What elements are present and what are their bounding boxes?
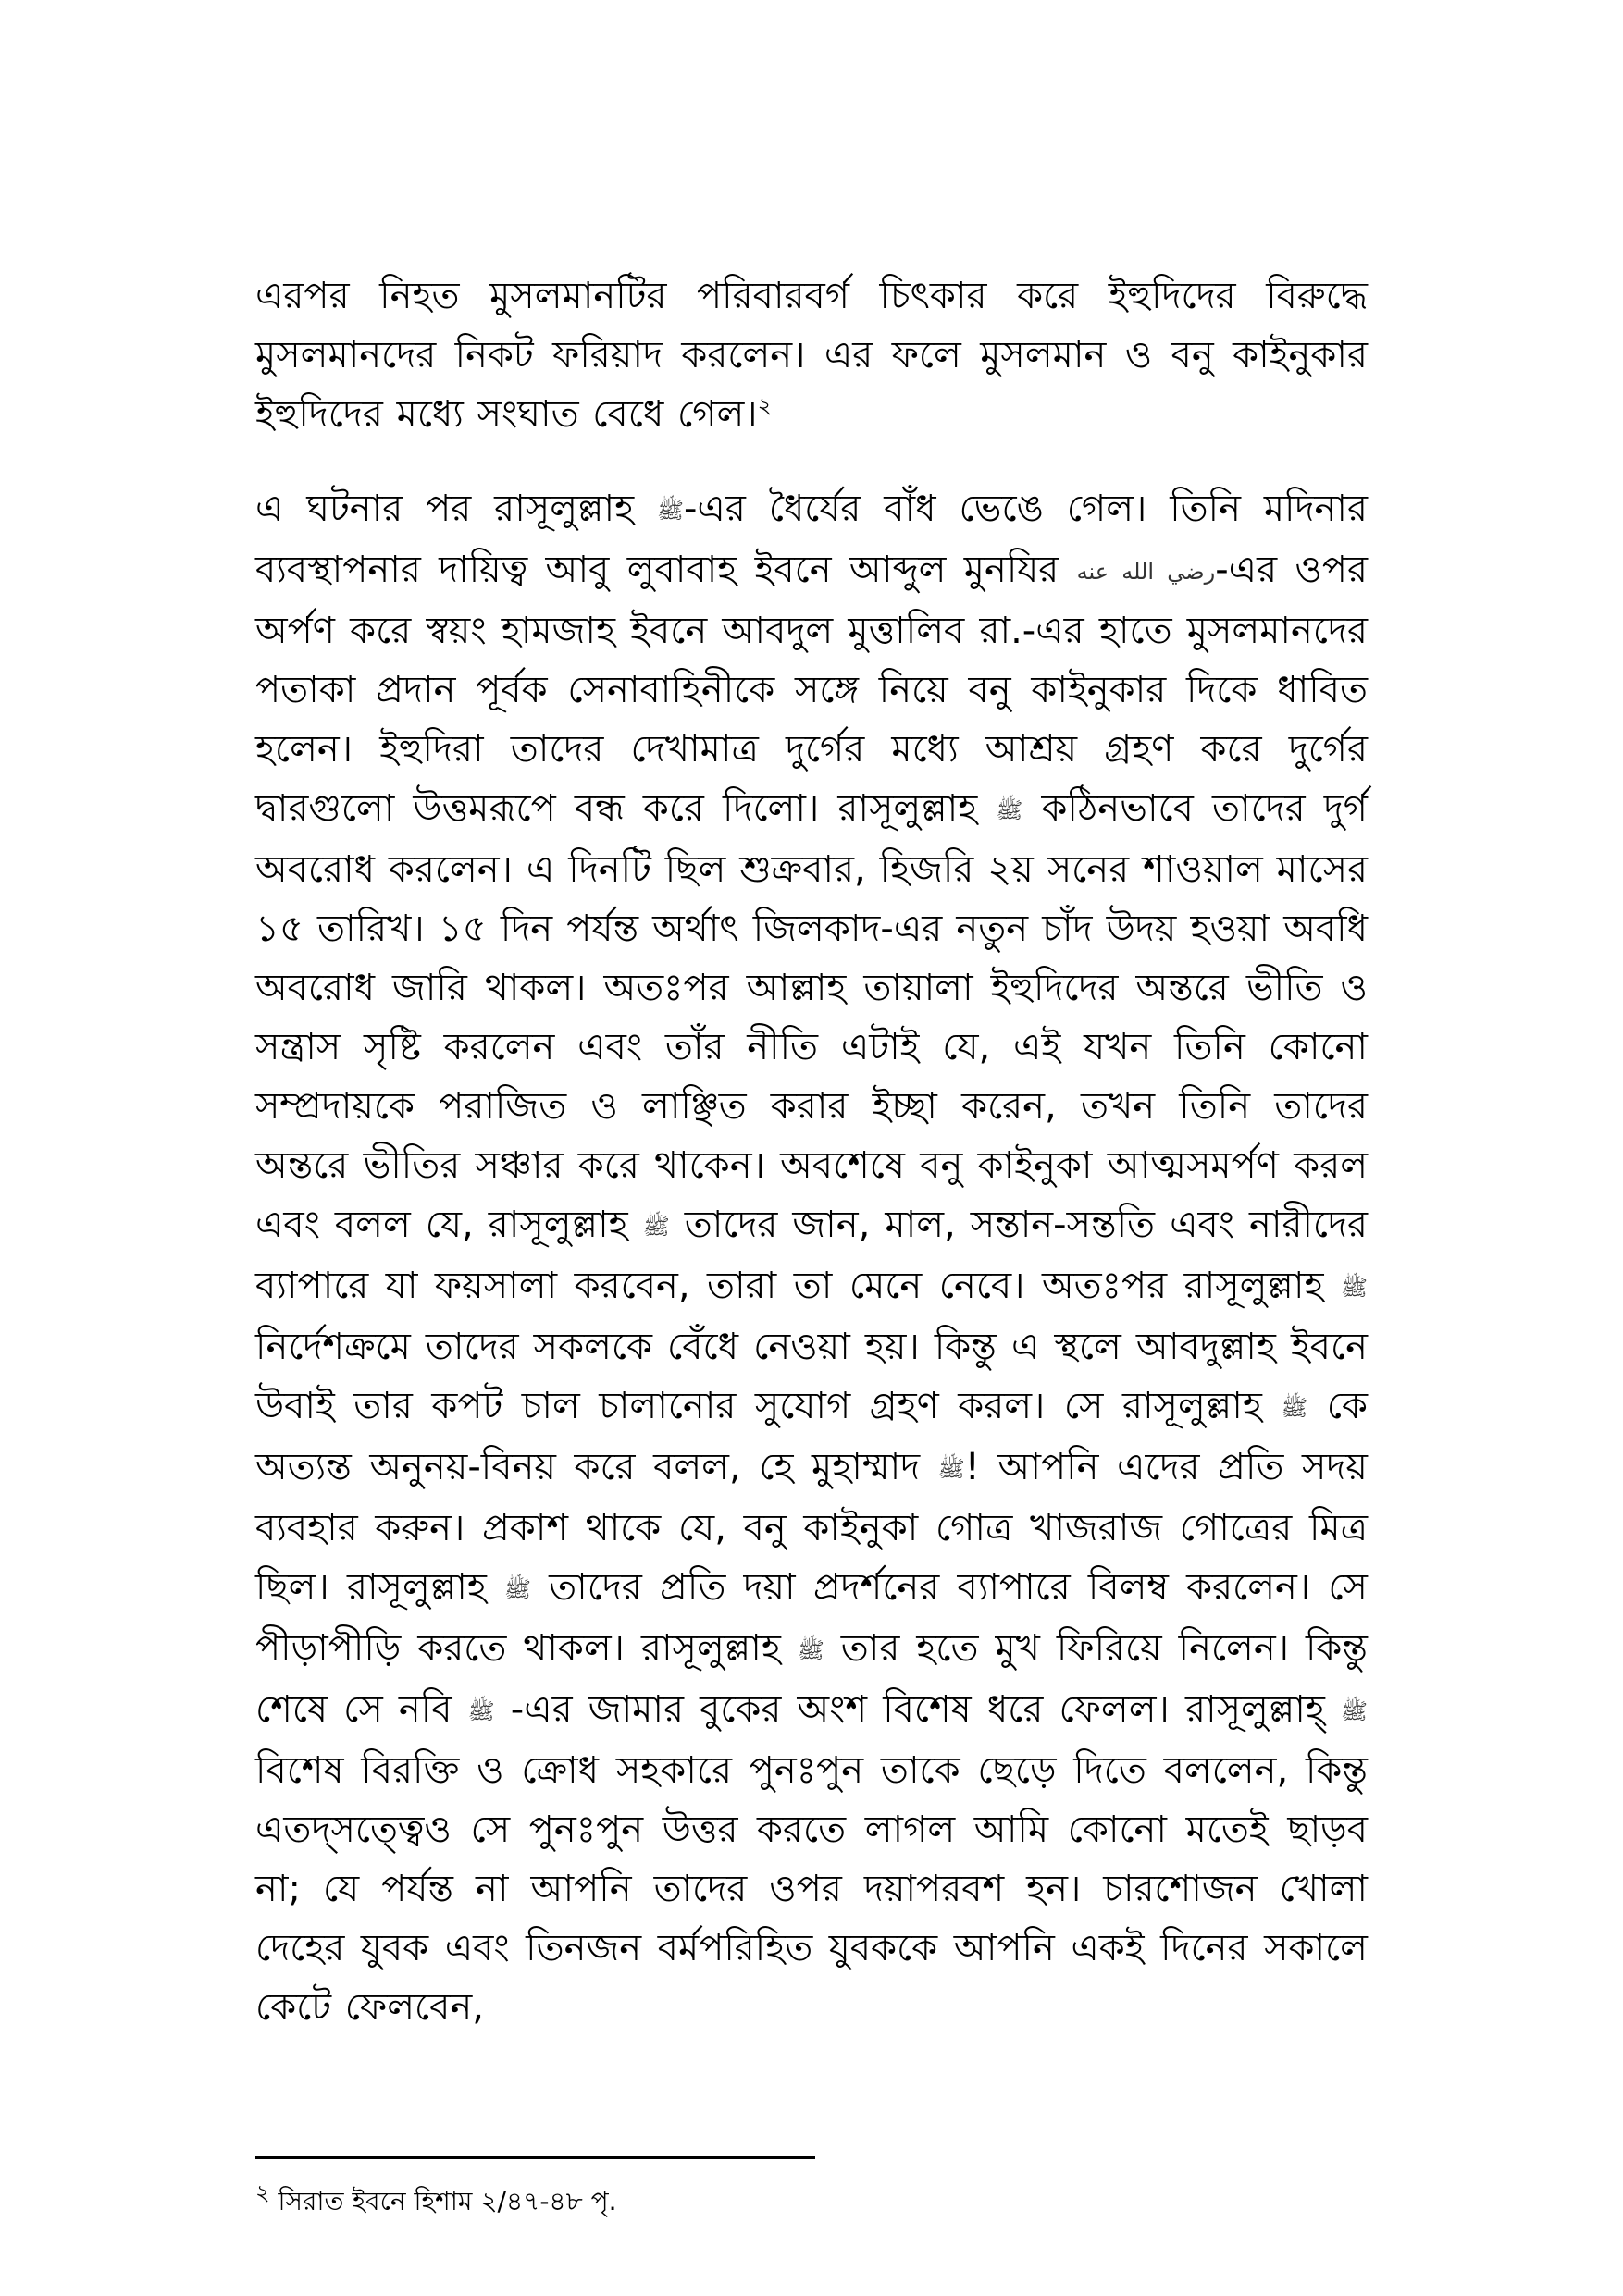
paragraph-text: বিশেষ বিরক্তি ও ক্রোধ সহকারে পুনঃপুন তাকে ছেড়ে দিতে বললেন, কিন্তু এতদ্‌সত্ত্বেও সে পুনঃপুন উত্তর করতে লাগল আমি কোনো মতেই ছাড়ব না; যে পর্যন্ত না আপনি তাদের ওপর দয়াপরবশ হন। চারশোজন খোলা দেহের যুবক এবং তিনজন বর্মপরিহিত যুবককে আপনি একই দিনের সকালে কেটে ফেলবেন, — [255, 1749, 1368, 2029]
salutation-seal-icon: ﷺ — [1341, 1698, 1368, 1724]
footnote-divider — [255, 2156, 815, 2159]
paragraph-text: -এর ধৈর্যের বাঁধ ভেঙে গেল। তিনি মদিনার ব্যবস্থাপনার দায়িত্ব আবু লুবাবাহ ইবনে আব্দুল মুনযির — [255, 488, 1368, 591]
paragraph-text: ! আপনি এদের প্রতি সদয় ব্যবহার করুন। প্রকাশ থাকে যে, বনু কাইনুকা গোত্র খাজরাজ গোত্রের মিত্র ছিল। রাসূলুল্লাহ — [255, 1446, 1368, 1609]
salutation-seal-icon: ﷺ — [504, 1576, 531, 1602]
paragraph-text: কঠিনভাবে তাদের দুর্গ অবরোধ করলেন। এ দিনটি ছিল শুক্রবার, হিজরি ২য় সনের শাওয়াল মাসের ১৫ তারিখ। ১৫ দিন পর্যন্ত অর্থাৎ জিলকাদ-এর নতুন চাঁদ উদয় হওয়া অবধি অবরোধ জারি থাকল। অতঃপর আল্লাহ তায়ালা ইহুদিদের অন্তরে ভীতি ও সন্ত্রাস সৃষ্টি করলেন এবং তাঁর নীতি এটাই যে, এই যখন তিনি কোনো সম্প্রদায়কে পরাজিত ও লাঞ্ছিত করার ইচ্ছা করেন, তখন তিনি তাদের অন্তরে ভীতির সঞ্চার করে থাকেন। অবশেষে বনু কাইনুকা আত্মসমর্পণ করল এবং বলল যে, রাসূলুল্লাহ — [255, 787, 1368, 1246]
footnote-reference[interactable]: ২ — [757, 392, 773, 419]
footnote-mark: ২ — [255, 2179, 270, 2206]
paragraph-text: এরপর নিহত মুসলমানটির পরিবারবর্গ চিৎকার করে ইহুদিদের বিরুদ্ধে মুসলমানদের নিকট ফরিয়াদ করলেন। এর ফলে মুসলমান ও বনু কাইনুকার ইহুদিদের মধ্যে সংঘাত বেধে গেল। — [255, 275, 1368, 436]
salutation-seal-icon: ﷺ — [642, 1214, 670, 1240]
paragraph-text: কে অত্যন্ত অনুনয়-বিনয় করে বলল, হে মুহাম্মাদ — [255, 1385, 1368, 1488]
salutation-seal-icon: ﷺ — [797, 1637, 824, 1663]
paragraph — [255, 479, 1368, 2037]
radiallahu-seal-icon: رضي الله عنه — [1076, 559, 1216, 585]
salutation-seal-icon: ﷺ — [656, 498, 684, 524]
salutation-seal-icon: ﷺ — [467, 1698, 495, 1724]
paragraph-text: তাদের জান, মাল, সন্তান-সন্ততি এবং নারীদের ব্যাপারে যা ফয়সালা করবেন, তারা তা মেনে নেবে। অতঃপর রাসূলুল্লাহ — [255, 1204, 1368, 1307]
salutation-seal-icon: ﷺ — [996, 797, 1023, 823]
footnote-text: সিরাত ইবনে হিশাম ২/৪৭-৪৮ পৃ. — [269, 2186, 617, 2216]
paragraph — [255, 266, 1368, 444]
salutation-seal-icon: ﷺ — [1281, 1395, 1308, 1421]
salutation-seal-icon: ﷺ — [937, 1456, 965, 1482]
paragraph-text: তাদের প্রতি দয়া প্রদর্শনের ব্যাপারে বিলম্ব করলেন। সে পীড়াপীড়ি করতে থাকল। রাসূলুল্লাহ — [255, 1566, 1368, 1670]
footnote — [255, 2179, 1368, 2220]
paragraph-text: -এর জামার বুকের অংশ বিশেষ ধরে ফেলল। রাসূলুল্লাহ্ — [494, 1688, 1341, 1731]
paragraph-text: -এর ওপর অর্পণ করে স্বয়ং হামজাহ ইবনে আবদুল মুত্তালিব রা.-এর হাতে মুসলমানদের পতাকা প্রদান পূর্বক সেনাবাহিনীকে সঙ্গে নিয়ে বনু কাইনুকার দিকে ধাবিত হলেন। ইহুদিরা তাদের দেখামাত্র দুর্গের মধ্যে আশ্রয় গ্রহণ করে দুর্গের দ্বারগুলো উত্তমরূপে বন্ধ করে দিলো। রাসূলুল্লাহ — [255, 549, 1368, 830]
paragraph-text: এ ঘটনার পর রাসূলুল্লাহ — [255, 488, 657, 530]
paragraph-text: নির্দেশক্রমে তাদের সকলকে বেঁধে নেওয়া হয়। কিন্তু এ স্থলে আবদুল্লাহ ইবনে উবাই তার কপট চাল চালানোর সুযোগ গ্রহণ করল। সে রাসূলুল্লাহ — [255, 1326, 1368, 1427]
paragraph-text: তার হতে মুখ ফিরিয়ে নিলেন। কিন্তু শেষে সে নবি — [255, 1627, 1368, 1731]
salutation-seal-icon: ﷺ — [1341, 1275, 1368, 1301]
page-body — [255, 266, 1368, 2037]
